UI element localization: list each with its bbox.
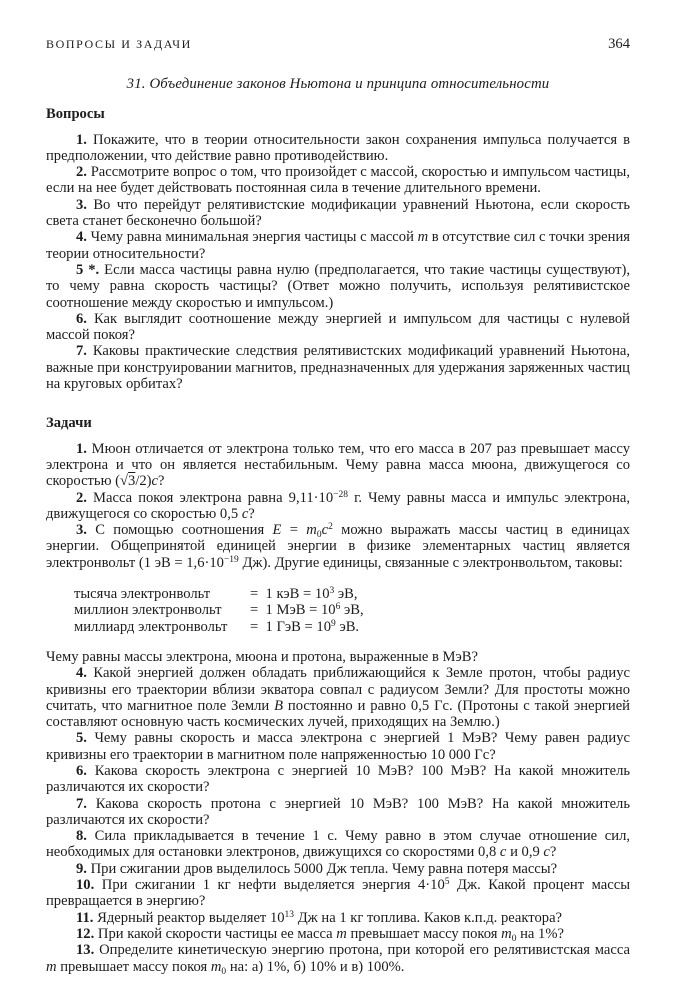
unit-row: миллион электронвольт = 1 МэВ = $10^6$ эВ, [74, 602, 364, 619]
task-item: 1. Мюон отличается от электрона только тем, что его масса в 207 раз превышает массу электрона и что он является нестабильным. Чему равна масса мюона, движущегося со скоростью (√3/2)c? [46, 440, 630, 490]
task-item: 3. С помощью соотношения $E = m_0c^2$ можно выражать массы частиц в единицах энергии. Общепринятой единицей энергии в физике элементарных частиц является электронвольт (1 эВ = $1,6\cdot 10^{-19}$ Дж). Другие единицы, связанные с электронвольтом, таковы: [46, 522, 630, 571]
task-item: 4. Какой энергией должен обладать приближающийся к Земле протон, чтобы радиус кривизны его траектории вблизи экватора совпал с радиусом Земли? Для простоты можно считать, что магнитное поле Земли B постоянно и равно 0,5 Гс. (Протоны с такой энергией составляют основную часть космических лучей, приходящих на Землю.) [46, 665, 630, 731]
task-item: 12. При какой скорости частицы ее масса m превышает массу покоя $m_0$ на 1%? [76, 925, 564, 944]
tasks-heading: Задачи [46, 415, 92, 432]
question-item: 2. Рассмотрите вопрос о том, что произойдет с массой, скоростью и импульсом частицы, если на нее будет действовать постоянная сила в течение длительного времени. [46, 164, 630, 197]
running-head [46, 36, 630, 56]
question-item: 7. Каковы практические следствия релятивистских модификаций уравнений Ньютона, важные при конструировании магнитов, предназначенных для удержания заряженных частиц на круговых орбитах? [46, 343, 631, 393]
energy-units-table [74, 586, 630, 635]
question-item: 3. Во что перейдут релятивистские модификации уравнений Ньютона, если скорость света станет бесконечно большой? [46, 196, 630, 230]
chapter-title: 31. Объединение законов Ньютона и принципа относительности [126, 76, 550, 92]
running-head-title: ВОПРОСЫ И ЗАДАЧИ [46, 37, 192, 51]
question-item: 1. Покажите, что в теории относительности закон сохранения импульса получается в предположении, что действие равно противодействию. [46, 131, 630, 164]
question-item: 6. Как выглядит соотношение между энергией и импульсом для частицы с нулевой массой покоя? [46, 310, 630, 344]
task-item: 11. Ядерный реактор выделяет $10^{13}$ Дж на 1 кг топлива. Каков к.п.д. реактора? [76, 909, 563, 926]
sqrt-sign: √ [120, 473, 129, 490]
question-item: 5 *. Если масса частицы равна нулю (предполагается, что такие частицы существуют), то чему равна скорость частицы? (Ответ можно получить, используя релятивистское соотношение между скоростью и импульсом.) [46, 261, 631, 311]
page-number: 364 [608, 36, 630, 52]
task-item: 6. Какова скорость электрона с энергией 10 МэВ? 100 МэВ? На какой множитель различаются их скорости? [46, 762, 631, 796]
task-item: 5. Чему равны скорость и масса электрона с энергией 1 МэВ? Чему равен радиус кривизны его траектории в магнитном поле напряженностью 10 000 Гс? [46, 730, 630, 763]
questions-heading: Вопросы [46, 106, 105, 123]
task-3-question: Чему равны массы электрона, мюона и протона, выраженные в МэВ? [46, 648, 478, 665]
question-item: 4. Чему равна минимальная энергия частицы с массой m в отсутствие сил с точки зрения теории относительности? [46, 229, 630, 262]
task-item: 8. Сила прикладывается в течение 1 с. Чему равно в этом случае отношение сил, необходимых для остановки электронов, движущихся со скоростями 0,8 c и 0,9 c? [46, 828, 631, 861]
task-item: 2. Масса покоя электрона равна $9,11\cdot 10^{-28}$ г. Чему равны масса и импульс электрона, движущегося со скоростью 0,5 c? [46, 489, 631, 522]
task-item: 10. При сжигании 1 кг нефти выделяется энергия $4\cdot 10^5$ Дж. Какой процент массы превращается в энергию? [46, 877, 631, 910]
task-item: 9. При сжигании дров выделилось 5000 Дж тепла. Чему равна потеря массы? [76, 860, 558, 877]
task-item: 7. Какова скорость протона с энергией 10 МэВ? 100 МэВ? На какой множитель различаются их скорости? [46, 795, 630, 828]
unit-row: миллиард электронвольт = 1 ГэВ = $10^9$ эВ. [74, 618, 360, 635]
task-item: 13. Определите кинетическую энергию протона, при которой его релятивистская масса m превышает массу покоя $m_0$ на: а) 1%, б) 10% и в) 100%. [46, 942, 630, 977]
unit-row: тысяча электронвольт = 1 кэВ = $10^3$ эВ, [74, 586, 358, 603]
